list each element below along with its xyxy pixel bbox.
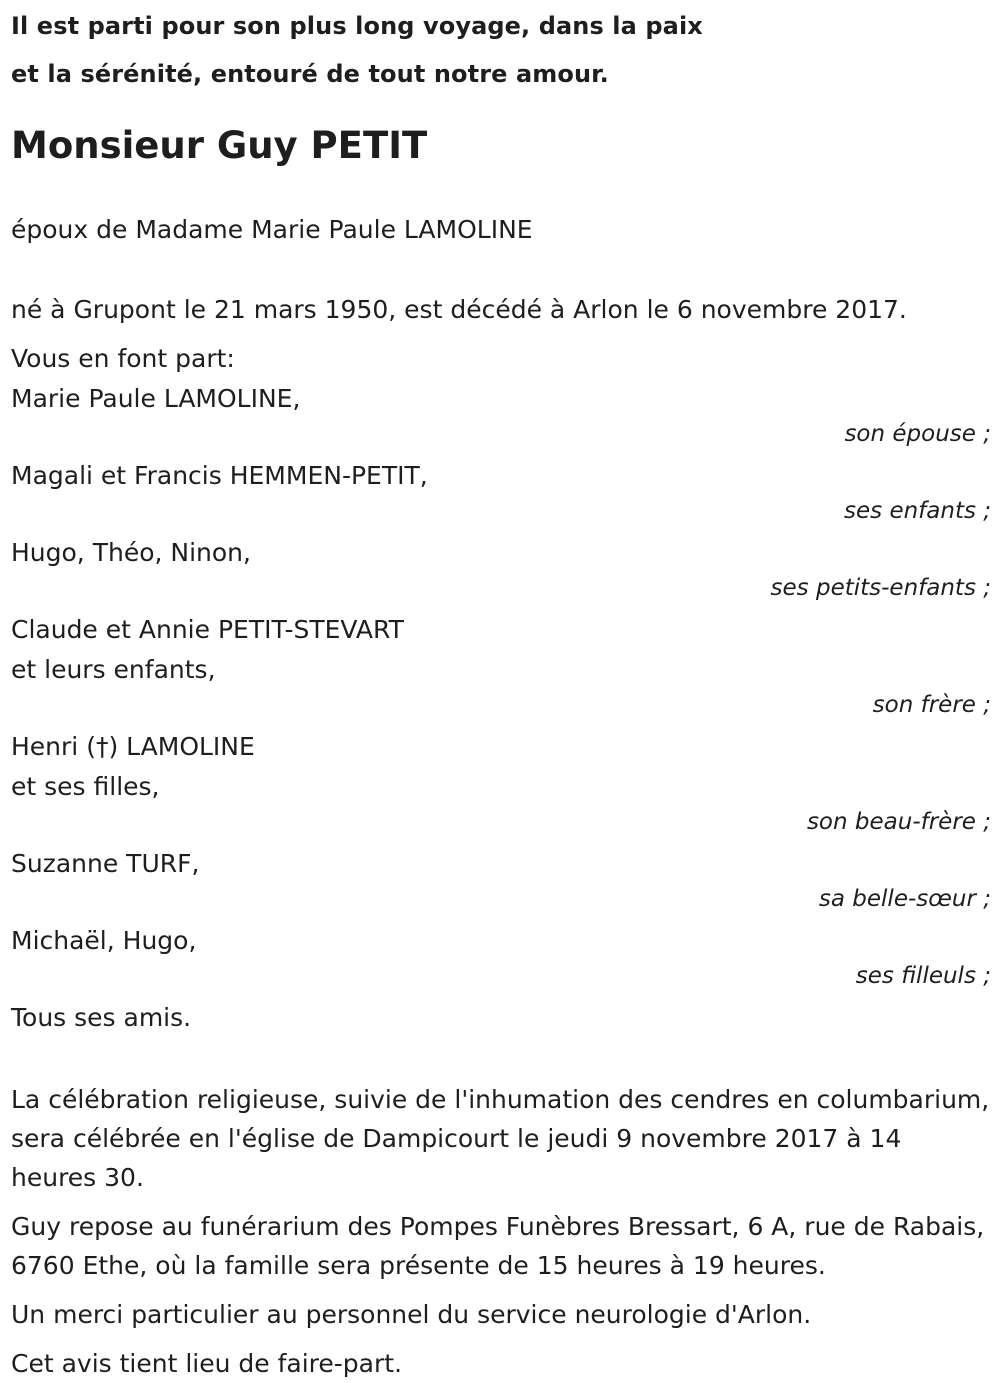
intro-quote bbox=[11, 2, 991, 98]
family-names: Magali et Francis HEMMEN-PETIT, bbox=[11, 461, 428, 490]
family-relation: ses filleuls ; bbox=[855, 963, 991, 989]
family-relation: ses petits-enfants ; bbox=[770, 575, 991, 601]
family-names: Hugo, Théo, Ninon, bbox=[11, 538, 251, 567]
family-names: Henri (†) LAMOLINE bbox=[11, 732, 255, 761]
family-names: Suzanne TURF, bbox=[11, 849, 200, 878]
spouse-line: époux de Madame Marie Paule LAMOLINE bbox=[11, 215, 533, 244]
family-list bbox=[11, 379, 991, 988]
announce-line: Vous en font part: bbox=[11, 344, 235, 373]
funerarium-paragraph: Guy repose au funérarium des Pompes Funèbres Bressart, 6 A, rue de Rabais, 6760 Ethe, où la famille sera présente de 15 heures à 19 heures. bbox=[11, 1212, 985, 1280]
family-entry bbox=[11, 379, 991, 446]
family-entry bbox=[11, 921, 991, 988]
deceased-name: Monsieur Guy PETIT bbox=[11, 124, 428, 167]
family-relation: son beau-frère ; bbox=[806, 809, 991, 835]
family-names: Michaël, Hugo, bbox=[11, 926, 197, 955]
family-names: Claude et Annie PETIT-STEVART bbox=[11, 615, 404, 644]
family-relation: son épouse ; bbox=[844, 421, 991, 447]
family-entry bbox=[11, 533, 991, 600]
thanks-paragraph: Un merci particulier au personnel du service neurologie d'Arlon. bbox=[11, 1300, 812, 1329]
family-entry bbox=[11, 610, 991, 717]
family-names: Marie Paule LAMOLINE, bbox=[11, 384, 301, 413]
family-names-cont: et leurs enfants, bbox=[11, 655, 216, 684]
intro-line-1: Il est parti pour son plus long voyage, dans la paix bbox=[11, 12, 703, 40]
family-relation: sa belle-sœur ; bbox=[818, 886, 991, 912]
friends-line: Tous ses amis. bbox=[11, 1003, 192, 1032]
family-relation: son frère ; bbox=[872, 692, 991, 718]
family-names-cont: et ses filles, bbox=[11, 772, 160, 801]
birth-death-line: né à Grupont le 21 mars 1950, est décédé à Arlon le 6 novembre 2017. bbox=[11, 295, 907, 324]
family-entry bbox=[11, 456, 991, 523]
family-relation: ses enfants ; bbox=[844, 498, 991, 524]
obituary-notice bbox=[11, 0, 991, 1383]
family-entry bbox=[11, 844, 991, 911]
notice-paragraph: Cet avis tient lieu de faire-part. bbox=[11, 1349, 403, 1378]
family-entry bbox=[11, 727, 991, 834]
ceremony-paragraph: La célébration religieuse, suivie de l'inhumation des cendres en columbarium, sera célébrée en l'église de Dampicourt le jeudi 9 novembre 2017 à 14 heures 30. bbox=[11, 1085, 990, 1192]
intro-line-2: et la sérénité, entouré de tout notre amour. bbox=[11, 60, 609, 88]
